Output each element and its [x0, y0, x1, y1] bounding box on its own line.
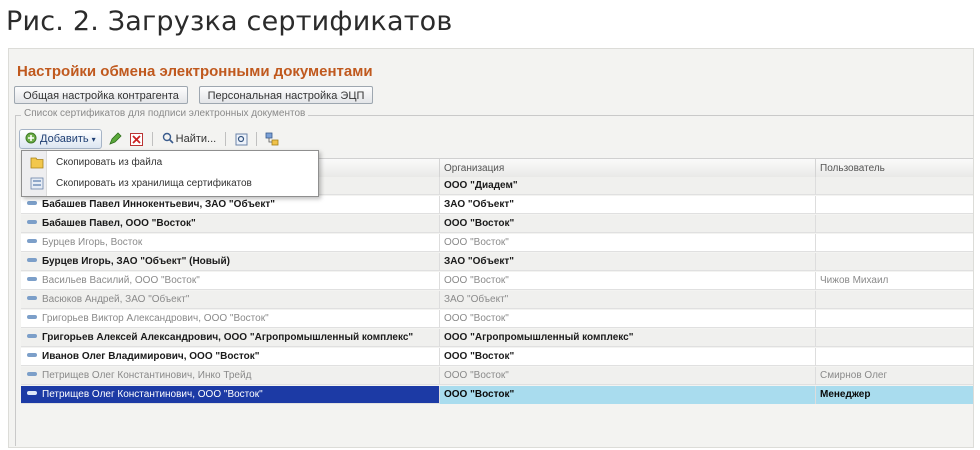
organization-cell: ЗАО "Объект": [439, 196, 815, 214]
table-row[interactable]: [21, 234, 973, 252]
certificate-name: Петрищев Олег Константинович, Инко Трейд: [42, 370, 252, 381]
settings-window: [8, 48, 974, 448]
table-row[interactable]: [21, 215, 973, 233]
certificate-name: Бабашев Павел Иннокентьевич, ЗАО "Объект": [42, 199, 275, 210]
file-icon: [30, 156, 44, 169]
certificate-name: Иванов Олег Владимирович, ООО "Восток": [42, 351, 260, 362]
user-cell: Менеджер: [815, 386, 973, 404]
organization-cell: ЗАО "Объект": [439, 291, 815, 309]
organization-cell: ООО "Диадем": [439, 177, 815, 195]
find-button[interactable]: [159, 132, 220, 147]
certificate-name: Григорьев Виктор Александрович, ООО "Восток": [42, 313, 269, 324]
certificate-cell: [21, 196, 439, 214]
find-icon: [162, 132, 174, 147]
table-row[interactable]: [21, 329, 973, 347]
certificate-key-icon: [27, 201, 37, 205]
organization-cell: ООО "Восток": [439, 367, 815, 385]
toolbar-separator: [225, 132, 226, 146]
certificate-key-icon: [27, 391, 37, 395]
certificate-cell: [21, 348, 439, 366]
toolbar-separator: [152, 132, 153, 146]
organization-cell: ООО "Восток": [439, 386, 815, 404]
certificate-name: Бабашев Павел, ООО "Восток": [42, 218, 196, 229]
user-cell: [815, 177, 973, 195]
user-cell: Чижов Михаил: [815, 272, 973, 290]
certificate-key-icon: [27, 334, 37, 338]
certificate-cell: [21, 215, 439, 233]
general-contractor-settings-button[interactable]: Общая настройка контрагента: [14, 86, 188, 104]
certificate-cell: [21, 253, 439, 271]
organization-cell: ООО "Восток": [439, 272, 815, 290]
edit-pencil-icon[interactable]: [106, 130, 124, 148]
organization-cell: ООО "Агропромышленный комплекс": [439, 329, 815, 347]
certificate-cell: [21, 329, 439, 347]
organization-cell: ООО "Восток": [439, 310, 815, 328]
column-header-organization[interactable]: Организация: [439, 159, 815, 178]
certificate-key-icon: [27, 353, 37, 357]
hierarchy-icon[interactable]: [263, 130, 281, 148]
toolbar: [19, 129, 281, 149]
user-cell: [815, 215, 973, 233]
dropdown-item-copy-from-file[interactable]: [22, 153, 318, 173]
organization-cell: ООО "Восток": [439, 234, 815, 252]
certificate-name: Бурцев Игорь, ЗАО "Объект" (Новый): [42, 256, 230, 267]
table-row[interactable]: [21, 291, 973, 309]
certificate-key-icon: [27, 296, 37, 300]
chevron-down-icon: ▾: [91, 134, 96, 144]
certificate-name: Бурцев Игорь, Восток: [42, 237, 143, 248]
table-row[interactable]: [21, 386, 973, 404]
certificate-key-icon: [27, 277, 37, 281]
table-row[interactable]: [21, 272, 973, 290]
certificate-group-label: Список сертификатов для подписи электронных документов: [21, 108, 308, 119]
certificate-name: Васюков Андрей, ЗАО "Объект": [42, 294, 190, 305]
organization-cell: ООО "Восток": [439, 215, 815, 233]
table-row[interactable]: [21, 348, 973, 366]
user-cell: [815, 310, 973, 328]
certificate-key-icon: [27, 239, 37, 243]
find-button-label: Найти...: [175, 133, 217, 145]
user-cell: [815, 196, 973, 214]
certificate-cell: [21, 291, 439, 309]
certificate-cell: [21, 386, 439, 404]
personal-signature-settings-button[interactable]: Персональная настройка ЭЦП: [199, 86, 373, 104]
certificate-name: Григорьев Алексей Александрович, ООО "Агропромышленный комплекс": [42, 332, 414, 343]
dropdown-item-label: Скопировать из хранилища сертификатов: [56, 178, 252, 189]
table-row[interactable]: [21, 310, 973, 328]
delete-icon[interactable]: [128, 130, 146, 148]
table-row[interactable]: [21, 196, 973, 214]
certificate-cell: [21, 310, 439, 328]
user-cell: [815, 329, 973, 347]
window-title: Настройки обмена электронными документами: [17, 63, 373, 80]
table-row[interactable]: [21, 253, 973, 271]
user-cell: Смирнов Олег: [815, 367, 973, 385]
user-cell: [815, 348, 973, 366]
organization-cell: ЗАО "Объект": [439, 253, 815, 271]
add-button-label: Добавить: [40, 133, 89, 145]
certificate-key-icon: [27, 372, 37, 376]
certificate-cell: [21, 272, 439, 290]
view-icon[interactable]: [232, 130, 250, 148]
organization-cell: ООО "Восток": [439, 348, 815, 366]
user-cell: [815, 234, 973, 252]
user-cell: [815, 291, 973, 309]
certificate-cell: [21, 234, 439, 252]
table-row[interactable]: [21, 367, 973, 385]
certificate-name: Васильев Василий, ООО "Восток": [42, 275, 200, 286]
add-icon: [25, 132, 37, 147]
add-dropdown-menu: [21, 150, 319, 197]
user-cell: [815, 253, 973, 271]
certificate-key-icon: [27, 220, 37, 224]
certificate-key-icon: [27, 315, 37, 319]
column-header-user[interactable]: Пользователь: [815, 159, 973, 178]
certificate-name: Петрищев Олег Константинович, ООО "Восток": [42, 389, 263, 400]
dropdown-item-label: Скопировать из файла: [56, 157, 163, 168]
certificate-key-icon: [27, 258, 37, 262]
dropdown-item-copy-from-storage[interactable]: [22, 174, 318, 194]
toolbar-separator: [256, 132, 257, 146]
add-button[interactable]: [19, 129, 102, 149]
figure-caption: Рис. 2. Загрузка сертификатов: [6, 6, 453, 37]
storage-icon: [30, 177, 44, 190]
certificate-cell: [21, 367, 439, 385]
